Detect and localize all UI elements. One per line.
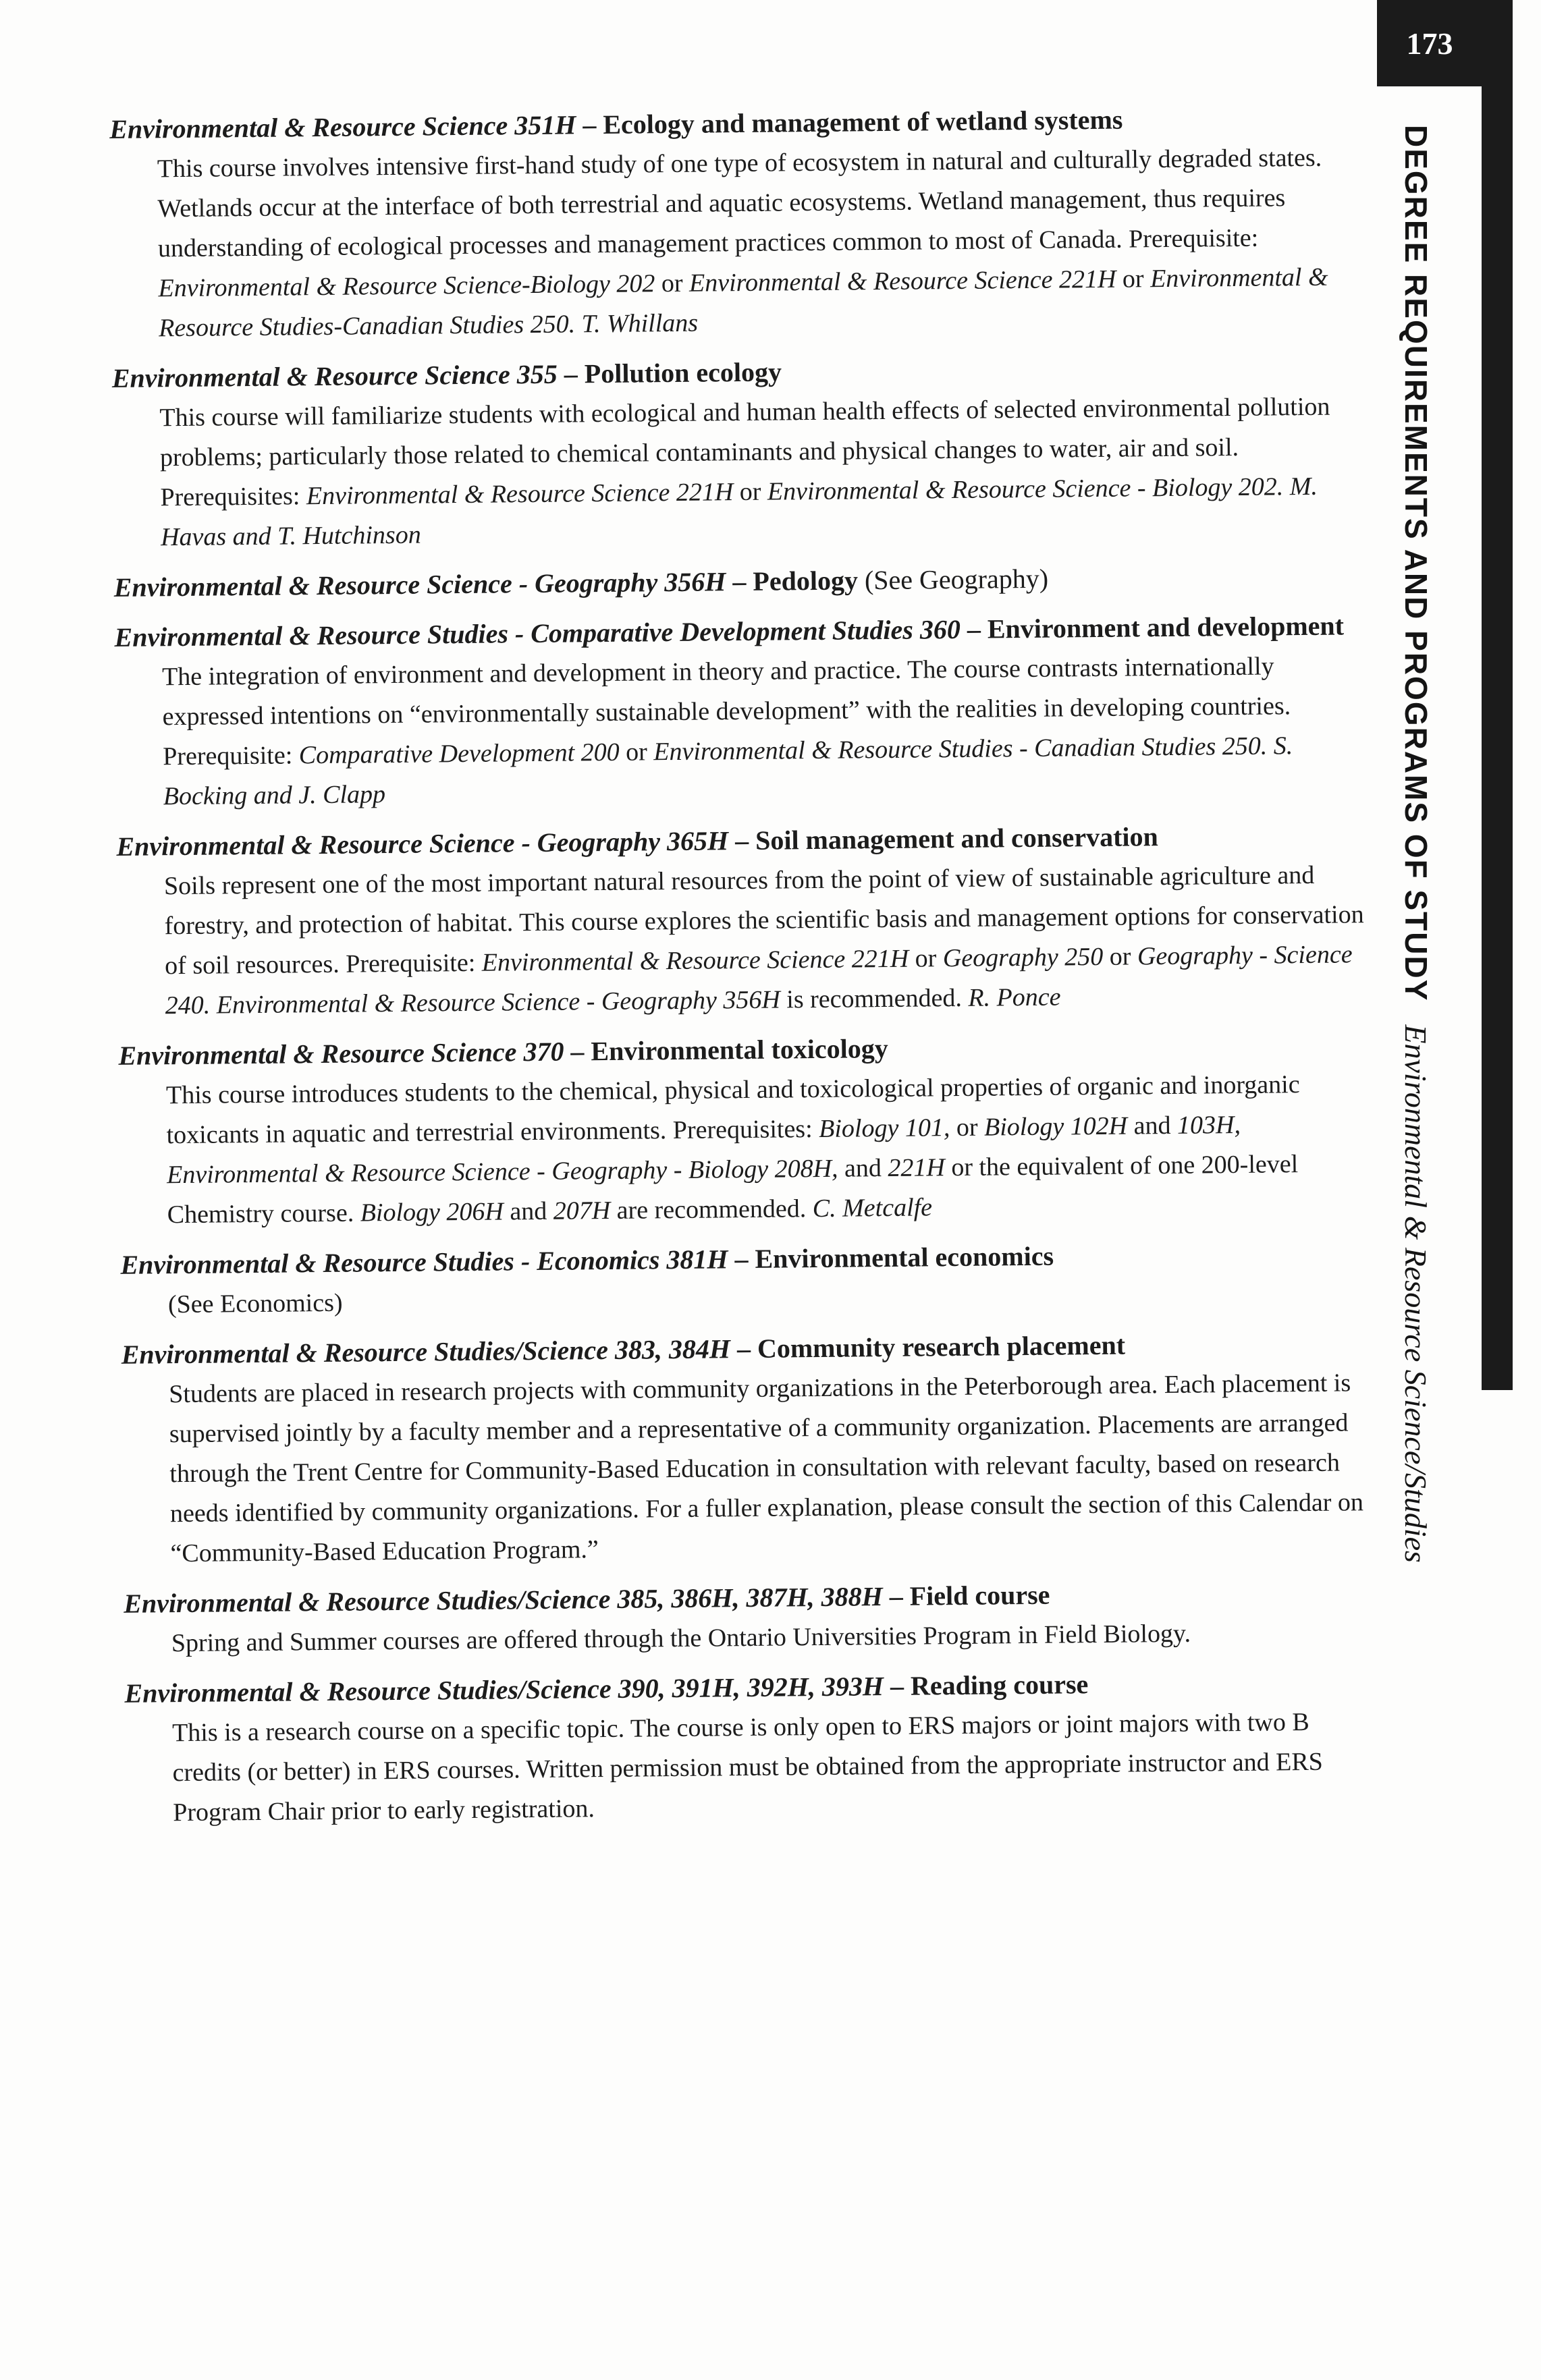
course-title: Community research placement xyxy=(757,1329,1126,1364)
course-description xyxy=(125,1702,1375,1833)
page-number: 173 xyxy=(1406,26,1453,61)
course-description xyxy=(121,1363,1372,1574)
instructor: R. Ponce xyxy=(968,983,1061,1012)
course-code: Environmental & Resource Science - Geography 356H xyxy=(113,566,726,603)
prerequisite: Biology 102H xyxy=(983,1111,1128,1142)
course-description xyxy=(110,138,1361,349)
prerequisite: Environmental & Resource Studies-Canadian Studies 250. T. Whillans xyxy=(158,262,1328,343)
cross-reference: (See Economics) xyxy=(167,1288,343,1319)
course-description xyxy=(117,855,1367,1026)
course-code: Environmental & Resource Studies - Comparative Development Studies 360 xyxy=(114,613,961,653)
course-title: Field course xyxy=(909,1579,1050,1611)
description-text: are recommended. xyxy=(610,1194,813,1225)
course-title: Environment and development xyxy=(987,610,1345,644)
prerequisite: Environmental & Resource Science-Biology 202 xyxy=(158,269,655,303)
course-heading: Environmental & Resource Science - Geography 356H – Pedology (See Geography) xyxy=(113,563,1049,603)
course-heading: Environmental & Resource Studies - Economics 381H – Environmental economics xyxy=(120,1240,1054,1280)
course-entry xyxy=(114,555,1363,608)
description-text: Soils represent one of the most important natural resources from the point of view of sustainable agriculture and forestry, and protection of habitat. This course explores the scientific basis and management options for conservation of soil resources. Prerequisite: xyxy=(163,860,1364,980)
prerequisite: Environmental & Resource Science - Biology 202. M. Havas and T. Hutchinson xyxy=(160,472,1318,552)
course-heading: Environmental & Resource Science 351H – Ecology and management of wetland systems xyxy=(109,104,1123,144)
description-text: Students are placed in research projects with community organizations in the Peterborough area. Each placement is supervised jointly by a faculty member and a representative of a community organization. Placements are arranged through the Trent Centre for Community-Based Education in consultation with relevant faculty, based on research needs identified by community organizations. For a fuller explanation, please consult the section of this Calendar on “Community-Based Education Program.” xyxy=(169,1368,1364,1568)
course-description xyxy=(119,1064,1369,1236)
course-heading: Environmental & Resource Studies/Science 385, 386H, 387H, 388H – Field course xyxy=(124,1579,1050,1619)
connector: or xyxy=(655,269,690,298)
connector: or xyxy=(908,944,944,973)
course-code: Environmental & Resource Studies/Science 385, 386H, 387H, 388H xyxy=(124,1581,883,1619)
sidebar-bar xyxy=(1482,0,1513,1390)
prerequisite: 207H xyxy=(553,1196,611,1225)
description-text: This course will familiarize students with ecological and human health effects of selected environmental pollution problems; particularly those related to chemical contaminants and physical changes to water, air and soil. Prerequisites: xyxy=(159,392,1330,512)
course-heading: Environmental & Resource Studies/Science 390, 391H, 392H, 393H – Reading course xyxy=(124,1669,1089,1709)
course-code: Environmental & Resource Science - Geography 365H xyxy=(116,825,729,862)
course-entry xyxy=(118,1024,1369,1236)
course-heading: Environmental & Resource Science 370 – Environmental toxicology xyxy=(118,1032,889,1071)
course-heading: Environmental & Resource Studies - Comparative Development Studies 360 – Environment and development xyxy=(114,610,1345,653)
course-entry xyxy=(121,1323,1372,1574)
prerequisite: Geography - Science 240. Environmental & Resource Science - Geography 356H xyxy=(165,940,1353,1020)
page-number-tab xyxy=(1377,0,1482,86)
instructor: C. Metcalfe xyxy=(812,1193,933,1223)
course-title: Environmental toxicology xyxy=(591,1032,889,1067)
description-text: This course introduces students to the chemical, physical and toxicological properties of organic and inorganic toxicants in aquatic and terrestrial environments. Prerequisites: xyxy=(165,1070,1300,1150)
course-code: Environmental & Resource Science 370 xyxy=(118,1036,564,1071)
course-title: Pollution ecology xyxy=(584,356,782,389)
connector: or xyxy=(950,1113,985,1142)
connector: and xyxy=(1127,1111,1178,1140)
course-entry xyxy=(116,814,1367,1026)
course-heading: Environmental & Resource Studies/Science 383, 384H – Community research placement xyxy=(121,1329,1126,1370)
course-code: Environmental & Resource Science 351H xyxy=(109,109,576,144)
course-title: Environmental economics xyxy=(755,1240,1054,1274)
cross-reference: (See Geography) xyxy=(864,563,1049,596)
course-entry xyxy=(120,1233,1370,1325)
description-text: This is a research course on a specific topic. The course is only open to ERS majors or joint majors with two B credits (or better) in ERS courses. Written permission must be obtained from the appropriate instructor and ERS Program Chair prior to early registration. xyxy=(171,1708,1324,1827)
description-text: is recommended. xyxy=(780,983,969,1014)
running-header xyxy=(1398,125,1434,1563)
subsection-title: Environmental & Resource Science/Studies xyxy=(1399,1024,1433,1563)
course-title: Pedology xyxy=(753,565,859,597)
course-title: Reading course xyxy=(910,1669,1089,1701)
prerequisite: Geography 250 xyxy=(942,942,1104,973)
course-heading: Environmental & Resource Science - Geography 365H – Soil management and conservation xyxy=(116,821,1158,862)
course-entry xyxy=(114,605,1365,817)
connector: or xyxy=(733,477,768,507)
course-listing xyxy=(109,97,1375,1843)
connector: and xyxy=(838,1154,888,1183)
course-code: Environmental & Resource Studies/Science 383, 384H xyxy=(121,1333,731,1370)
connector: or xyxy=(619,738,654,767)
course-entry xyxy=(112,346,1363,558)
course-code: Environmental & Resource Science 355 xyxy=(111,358,558,393)
prerequisite: Environmental & Resource Science 221H xyxy=(481,944,909,977)
course-code: Environmental & Resource Studies - Economics 381H xyxy=(120,1244,728,1280)
course-description xyxy=(112,387,1362,558)
section-title: DEGREE REQUIREMENTS AND PROGRAMS OF STUDY xyxy=(1399,125,1434,1002)
prerequisite: Environmental & Resource Science 221H xyxy=(306,478,734,511)
connector: or xyxy=(1103,942,1138,971)
course-description xyxy=(115,646,1365,817)
description-text: Spring and Summer courses are offered through the Ontario Universities Program in Field Biology. xyxy=(171,1619,1191,1658)
description-text: This course involves intensive first-hand study of one type of ecosystem in natural and culturally degraded states. Wetlands occur at the interface of both terrestrial and aquatic ecosystems. Wetland management, thus requires understanding of ecological processes and management practices common to most of Canada. Prerequisite: xyxy=(157,143,1322,263)
course-code: Environmental & Resource Studies/Science 390, 391H, 392H, 393H xyxy=(124,1671,884,1709)
prerequisite: 103H, Environmental & Resource Science - Geography - Biology 208H, xyxy=(166,1110,1241,1190)
connector: and xyxy=(503,1196,553,1226)
course-title: Ecology and management of wetland systems xyxy=(603,104,1123,140)
course-title: Soil management and conservation xyxy=(755,821,1158,856)
course-entry xyxy=(124,1572,1373,1664)
course-heading: Environmental & Resource Science 355 – Pollution ecology xyxy=(111,356,782,393)
connector: or xyxy=(1116,265,1151,294)
prerequisite: Biology 101, xyxy=(818,1113,950,1143)
description-text: The integration of environment and development in theory and practice. The course contrasts internationally expressed intentions on “environmentally sustainable development” with the realities in developing countries. Prerequisite: xyxy=(161,652,1291,771)
prerequisite: Comparative Development 200 xyxy=(298,738,620,770)
prerequisite: Environmental & Resource Studies - Canadian Studies 250. S. Bocking and J. Clapp xyxy=(163,731,1293,811)
description-text: or the equivalent of one 200-level Chemistry course. xyxy=(167,1150,1299,1229)
prerequisite: Biology 206H xyxy=(360,1197,504,1227)
course-entry xyxy=(109,97,1360,349)
prerequisite: 221H xyxy=(888,1153,946,1182)
prerequisite: Environmental & Resource Science 221H xyxy=(688,265,1116,298)
course-entry xyxy=(124,1661,1374,1833)
